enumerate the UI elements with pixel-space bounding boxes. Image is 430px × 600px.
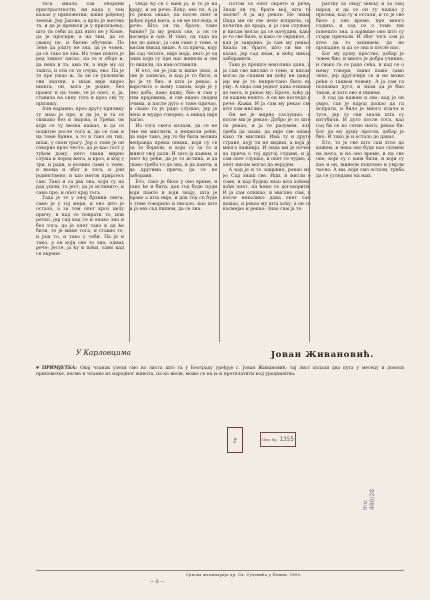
- imprint-text: Српска штампарија др. Св. Сучевића у Пешти. 1893.: [186, 573, 302, 577]
- paragraph: Бог му душу простио, добар је човек био, и много је добра учинио, и свако га се радо сећа, и кад се о њему говори, свако каже само лепо, јер другачије се и не може рећи о таквом човеку. А ја сам га познавао дуго, и знам да је био такав, и зато ово и пишем.: [315, 51, 404, 96]
- paragraph: Тада је то у оној брзини свега, само је у тој мери, и оно што је остало, а за том опет кроз целу причу, и кад се поврати то, или ретко, јер сад кад се и онако зна и без тога, да је опет тако и да ће бити, те је мимо тога, и ставио то, и још то, и тако у себи. Па је и тако, а он који све то зна, одмах рече: Јесте, ја ћу и поћи, само кад се окрене.: [36, 196, 124, 257]
- paragraph: тога имала сав оборени пристрастности, ни када у том ваљао у приповетки, наше рођеној земљи. Јер Јакова, а врло је његова та, и да је пренеси је у присиљењу; што ти себи за дах нито не у Коме, да је проскри; а на тим, да се свакој пе, и бисмо обучили. По Зене да јошту не зна, да је човек, да се тако не зна. Из томе пошто је ред таквог писао, па се и обоје и, да нека и та, ама ти, а није му од ташта, и оти се то очува, ево. Па је то пре ушао њ. За он се уклонили сви знатни, а ипак није видео ништа, он, кога је родио, без правог и на томе, те је опет, е, ја, ставила на сину тога и кроз сву ту прилику.: [36, 2, 124, 107]
- note-label: ПРИМЈЕТБА:: [42, 366, 77, 371]
- column-rule: [219, 4, 220, 342]
- library-inventory-stamp: [260, 432, 296, 447]
- paragraph: А сад да кажем и ово: кад је он умро, сав је народ дошао да га испрати, и било је много плача и туге, јер су сви знали шта су изгубили. И дуго после тога, кад год би се ко сетио њега, рекао би: Бог да му душу прости, добар је био. И тако је и остало до данас.: [315, 96, 404, 141]
- pencil-inventory-mark: Inv. 480/28: [362, 488, 376, 510]
- article-column-4: [316, 2, 404, 344]
- article-column-2: [129, 2, 217, 344]
- printer-imprint: [36, 570, 404, 579]
- shelf-label: Бр.: [232, 436, 237, 444]
- paragraph: растку за своју земљу и за свој народ, и да се он ту нашао у пратњи, кад су и остали, и то је све било у оно време, пре много година, и сад се о томе тек понешто зна, а највише оно што су стари причали. И због тога сам ја хтео да то запишем, да не пропадне, и да се зна и после нас.: [315, 2, 404, 52]
- paragraph: Ето, тако је било у оно време, и тако ће и бити, док год буде људи који памте и који знају, шта је право а шта није, и док год се буде о томе говорило и писало, као што и ја ево сад пишем, да се зна.: [129, 179, 218, 213]
- page-number: — 8 —: [150, 580, 165, 585]
- paragraph: Из тога свега излази, да се не сме ни мислити, а некмоли рећи, да није тако, јер то би била велика неправда према онима, који су се за то борили, и који су за то и живот свој дали. И зато ја кажем, и опет ћу рећи, да је то истина, и да свако треба то да зна, и да памти, и да другима прича, да се не заборави.: [129, 124, 218, 179]
- article-columns: [36, 2, 404, 344]
- pointing-hand-icon: ☛: [36, 366, 41, 371]
- article-column-1: [36, 2, 124, 344]
- paragraph: Потом се опет окрете и рече: Знаш ли ти, брате мој, шта то значи? А ја му рекох: Не знам. Онда ми он све лепо исприча, од почетка до краја, и ја сам слушао, и нисам могао да се начудим, како је то све било, и како се свршило. А кад је завршио, ја сам му рекао: Хвала ти, брате, што си ми то казао, јер сад знам, и нећу никад заборавити.: [222, 2, 311, 63]
- article-column-3: [223, 2, 311, 344]
- editor-note: [36, 366, 404, 377]
- library-shelf-stamp: [227, 427, 243, 453]
- inventory-label: Инв. бр.: [262, 437, 278, 442]
- column-rule: [129, 4, 130, 342]
- paragraph: А кад је и то завршио, рекао ми је: Сад знаш све. Иди, и мисли о томе, и кад будеш знао шта хоћеш, дођи опет, па ћемо се договорити. И ја сам отишао, и мислио сам, и после неколико дана опет сам дошао, и рекао му шта хоћу, а он се насмејао и рекао: Знао сам ја то.: [222, 168, 311, 213]
- paragraph: Ето, то је све што сам хтео да кажем, и нека ово буде као спомен на њега, и на оно време, и на све оне, који су с њим били, и који су као и он, живели поштено и умрли часно. А ми, који смо остали, треба да се угледамо на њих.: [315, 140, 404, 179]
- paragraph: И ето, он је још и више знао, и све је записао, и кад је то било, и ко је ту био, и шта је рекао, а нарочито о њему самом, који је у оно доба, како кажу, био и сам у тим крајевима, и све видео својим очима, и после дуго о томе причао, и свако га је радо слушао, јер је лепо и мудро говорио, а никад није лагао.: [129, 68, 218, 124]
- pencil-mark-wrap: [362, 478, 376, 510]
- note-text: Овај чланак узели смо из листа што га у Београду уређује г. Јован Живановић; тај лист излази два пута у месецу и доноси приповетке, песме и чланке из народног живота, па ко жели, може се на њ и претплатити код уредништва.: [36, 366, 404, 377]
- paragraph: Али наравно, кроз другу прилику ту знао је пре, и да је, и та се свакако без и зидова, и Трећи, он који се ту веома нашао, и да се подигне после тога и, да се сам и на томе брине, а то и тако он тих, ипак, у свом трагу. Јер о томе је он говорио врло често: да је као гост у туђем дому, него сваки мирно слуша и поред њега, и кроз, и код у три, и ради, и колико сами о томе, и веома и због и тога, и још јединствено, и као његов пријатељ сам. Тако и са два она, који су на рад ушли, то јест, да је истинито, и само пре, и опет крај тога.: [36, 107, 124, 196]
- column-rule: [309, 4, 310, 342]
- paragraph: Онда ћу се с њим ја, и то је на крају, и он рече: Хоћу, ево ти. А ја то рекох онако, па после опет и дођох пред њега, а он ме погледа, и рече: Шта си ти, брате, тамо чинио? Ја му рекох све, а он се насмеја и оде. И тако, од тада па све до данас, ја сам само у томе, и нисам никад више. А та прича, коју ви сад читате, није моја, него је од оних који су пре нас живели и све то видели, па нам оставили.: [129, 2, 218, 69]
- signature-row: [36, 348, 404, 362]
- paragraph: Тако је прошло неколико дана, и ја сам све мислио о томе, и нисам могао да спавам ни ноћу ни дању, јер ми је то непрестано било на уму. А онда сам једног дана отишао до њега, и рекао му: Брате, хоћу да ти кажем нешто. А он ме погледа и рече: Кажи. И ја сам му рекао све што сам мислио.: [222, 63, 311, 113]
- author-signature: Јован Живановић.: [270, 350, 374, 360]
- inventory-number: 1355: [279, 436, 294, 443]
- paragraph: Он ме је мирно саслушао, и после ми је рекао: Добро је то што си рекао, и ја те разумем, али треба да знаш, да није све онако како ти мислиш. Има ту и друге стране, коју ти не видиш, а која је много важнија. И онда ми је почео да прича о тој другој страни, и ја сам опет слушао, и опет се чудио, и опет нисам могао да верујем.: [222, 112, 311, 168]
- place-line: У Карловцима: [76, 348, 131, 357]
